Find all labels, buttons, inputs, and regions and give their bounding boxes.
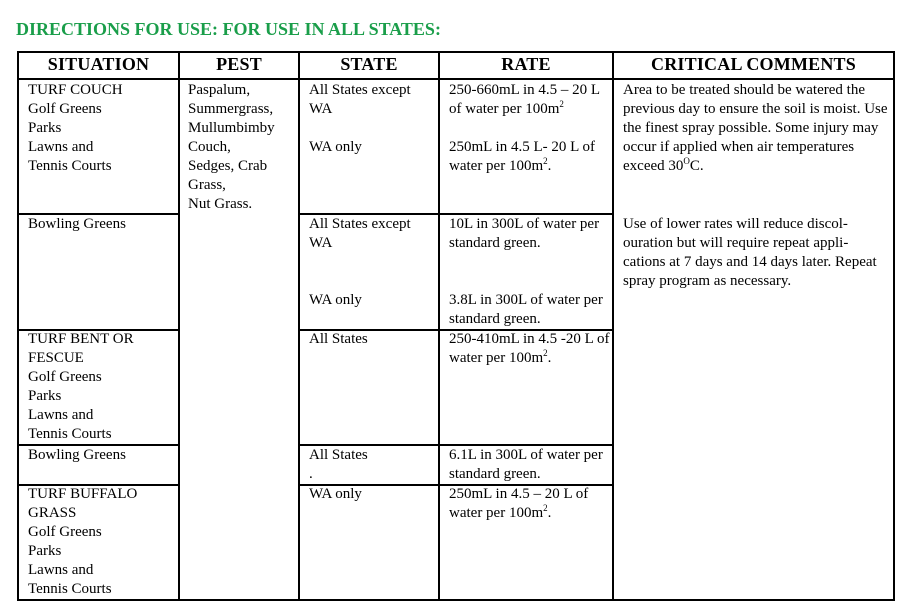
rate-row4: 6.1L in 300L of water per standard green. [449,447,603,482]
situation-turf-couch: TURF COUCH Golf Greens Parks Lawns and Tennis Courts [28,82,123,174]
critical-comments-para-2: Use of lower rates will reduce discol-ouration but will require repeat appli-cations at 7 days and 14 days later. Repeat spray program as necessary. [623,216,877,289]
table-border-left [17,51,19,601]
critical-comments-para-1: Area to be treated should be watered the previous day to ensure the soil is moist. Use the finest spray possible. Some injury may occur if applied when air temperatures exceed $30^OC$. [623,82,888,174]
situation-bowling-greens-2: Bowling Greens [28,447,126,463]
state-row5: WA only [309,486,362,502]
situation-turf-buffalo: TURF BUFFALO GRASS Golf Greens Parks Lawns and Tennis Courts [28,486,138,597]
state-row3: All States [309,331,368,347]
rate-row3: 250-410mL in 4.5 -20 L of water per $100m^2$. [449,331,610,366]
header-state: STATE [340,54,398,74]
situation-bowling-greens-1: Bowling Greens [28,216,126,232]
pest-list: Paspalum, Summergrass, Mullumbimby Couch, Sedges, Crab Grass, Nut Grass. [188,82,275,212]
header-divider [17,78,895,80]
state-row1-a: All States except WA [309,82,411,117]
page-heading: DIRECTIONS FOR USE: FOR USE IN ALL STATES: [16,19,441,39]
column-divider-2 [298,51,300,601]
header-critical-comments: CRITICAL COMMENTS [651,54,856,74]
rate-row1-a: 250-660mL in 4.5 – 20 L of water per $100m^2$ [449,82,600,117]
header-situation: SITUATION [47,54,150,74]
rate-row5: 250mL in 4.5 – 20 L of water per $100m^2$. [449,486,589,521]
state-row1-b: WA only [309,139,362,155]
header-rate: RATE [501,54,551,74]
column-divider-1 [178,51,180,601]
state-row2-a: All States except WA [309,216,411,251]
header-pest: PEST [216,54,262,74]
table-border-bottom [17,599,895,601]
table-border-right [893,51,895,601]
rate-row2-b: 3.8L in 300L of water per standard green. [449,292,603,327]
rate-row2-a: 10L in 300L of water per standard green. [449,216,600,251]
rate-row1-b: 250mL in 4.5 L- 20 L of water per $100m^2$. [449,139,595,174]
state-row2-b: WA only [309,292,362,308]
situation-turf-bent: TURF BENT OR FESCUE Golf Greens Parks Lawns and Tennis Courts [28,331,134,442]
column-divider-4 [612,51,614,601]
state-row4: All States . [309,447,368,482]
column-divider-3 [438,51,440,601]
